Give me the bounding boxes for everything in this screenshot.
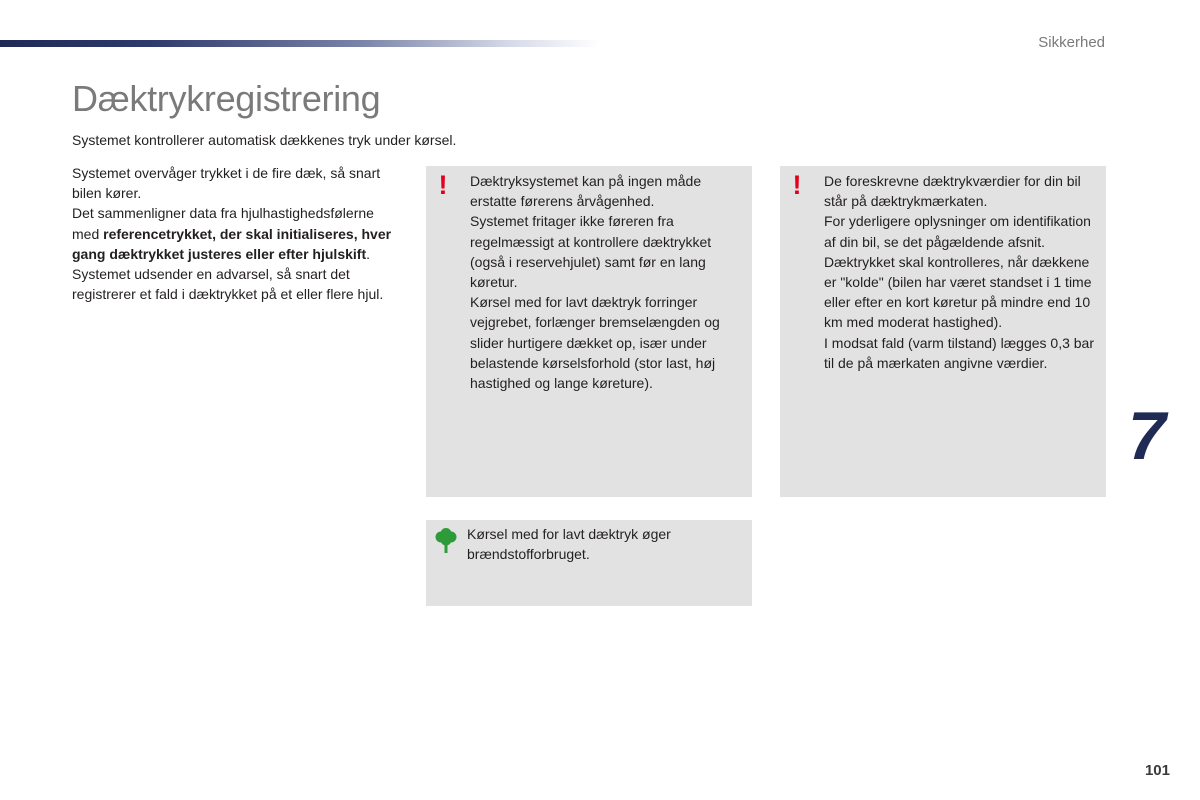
- left-paragraph-2-post: .: [366, 245, 370, 262]
- warning-2-paragraph-1: De foreskrevne dæktrykværdier for din bil står på dæktrykmærkaten.: [824, 173, 1081, 210]
- left-paragraph-3: Systemet udsender en advarsel, så snart det registrerer et fald i dæktrykket på et eller flere hjul.: [72, 266, 384, 303]
- header-accent-bar: [0, 40, 600, 47]
- eco-tip-text: Kørsel med for lavt dæktryk øger brændstofforbruget.: [467, 526, 671, 563]
- page-number: 101: [1144, 762, 1170, 779]
- left-paragraph-2-bold: referencetrykket, der skal initialiseres, hver gang dæktrykket justeres eller efter hjulskift: [72, 225, 392, 262]
- exclamation-icon: !: [438, 170, 448, 200]
- chapter-number: 7: [1128, 398, 1166, 474]
- page-title: Dæktrykregistrering: [72, 78, 381, 119]
- left-paragraph-2: [72, 203, 402, 264]
- exclamation-icon: !: [792, 170, 802, 200]
- left-paragraph-2-pre: Det sammenligner data fra hjulhastighedsfølerne med: [72, 205, 374, 242]
- warning-2-paragraph-4: I modsat fald (varm tilstand) lægges 0,3 bar til de på mærkaten angivne værdier.: [824, 334, 1095, 371]
- warning-box-2: [780, 166, 1106, 497]
- section-label: Sikkerhed: [1038, 34, 1105, 51]
- warning-2-paragraph-2: For yderligere oplysninger om identifikation af din bil, se det pågældende afsnit.: [824, 213, 1091, 250]
- warning-1-paragraph-1: Dæktryksystemet kan på ingen måde erstatte førerens årvågenhed.: [470, 173, 702, 210]
- warning-1-paragraph-2: Systemet fritager ikke føreren fra regelmæssigt at kontrollere dæktrykket (også i reservehjulet) samt før en lang køretur.: [470, 213, 712, 291]
- intro-text: Systemet kontrollerer automatisk dækkenes tryk under kørsel.: [72, 132, 457, 148]
- eco-tip-box: [426, 520, 752, 606]
- tree-icon: [434, 528, 458, 554]
- warning-1-paragraph-3: Kørsel med for lavt dæktryk forringer vejgrebet, forlænger bremselængden og slider hurtigere dækket op, især under belastende kørselsforhold (stor last, høj hastighed og lange køreture).: [470, 294, 720, 392]
- left-paragraph-1: Systemet overvåger trykket i de fire dæk, så snart bilen kører.: [72, 165, 381, 202]
- left-column-text: [72, 163, 402, 304]
- warning-box-1: [426, 166, 752, 497]
- warning-2-paragraph-3: Dæktrykket skal kontrolleres, når dækkene er "kolde" (bilen har været standset i 1 time eller efter en kort køretur på mindre end 10 km med moderat hastighed).: [824, 253, 1092, 331]
